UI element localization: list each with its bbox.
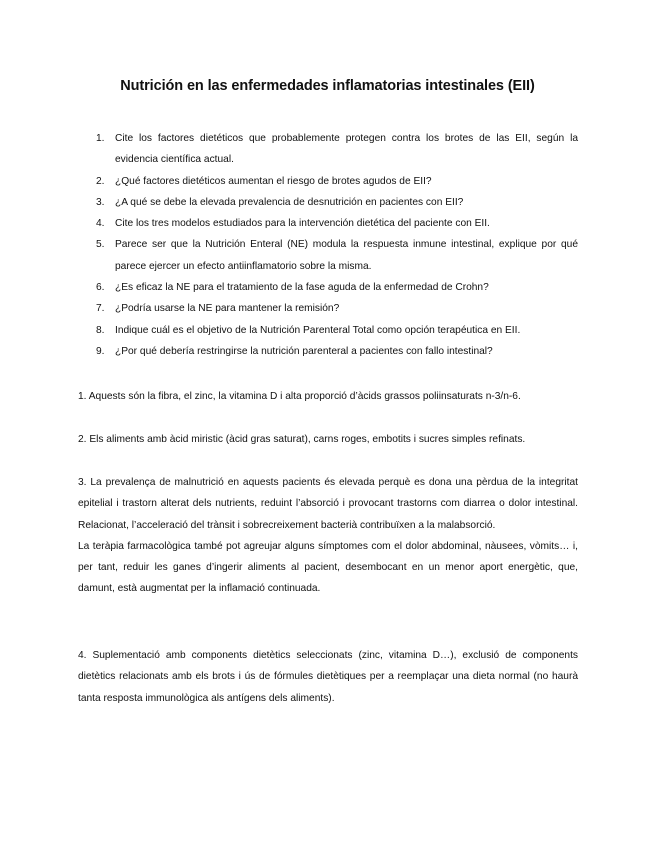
question-item xyxy=(96,171,578,192)
answer-paragraph: 4. Suplementació amb components dietètics seleccionats (zinc, vitamina D…), exclusió de components dietètics relacionats amb els brots i ús de fórmules dietètiques per a reemplaçar una dieta normal (no haurà tanta resposta immunològica als antígens dels aliments). xyxy=(78,650,578,704)
question-number: 5. xyxy=(96,239,105,251)
question-number: 4. xyxy=(96,218,105,230)
answer-paragraph: 1. Aquests són la fibra, el zinc, la vitamina D i alta proporció d’àcids grassos poliinsaturats n-3/n-6. xyxy=(78,391,521,402)
question-item xyxy=(96,213,578,234)
question-text: Indique cuál es el objetivo de la Nutrición Parenteral Total como opción terapéutica en EII. xyxy=(115,324,521,336)
question-text: Parece ser que la Nutrición Enteral (NE) modula la respuesta inmune intestinal, explique por qué parece ejercer un efecto antiinflamatorio sobre la misma. xyxy=(115,239,578,272)
question-number: 9. xyxy=(96,345,105,357)
question-item xyxy=(96,298,578,319)
question-text: Cite los tres modelos estudiados para la intervención dietética del paciente con EII. xyxy=(115,218,490,230)
answer-4 xyxy=(78,645,578,709)
question-number: 7. xyxy=(96,303,105,315)
question-item xyxy=(96,234,578,277)
question-item xyxy=(96,320,578,341)
answer-paragraph: 2. Els aliments amb àcid miristic (àcid gras saturat), carns roges, embotits i sucres simples refinats. xyxy=(78,434,526,445)
answer-paragraph: 3. La prevalença de malnutrició en aquests pacients és elevada perquè es dona una pèrdua de la integritat epitelial i trastorn alterat dels nutrients, reduint l’absorció i provocant trastorns com diarrea o dolor intestinal. Relacionat, l’acceleració del trànsit i sobrecreixement bacterià contribuïxen a la malabsorció. xyxy=(78,477,578,531)
question-item xyxy=(96,128,578,171)
answer-2 xyxy=(78,429,578,450)
document-title: Nutrición en las enfermedades inflamatorias intestinales (EII) xyxy=(120,78,535,94)
question-item xyxy=(96,277,578,298)
question-text: ¿Es eficaz la NE para el tratamiento de la fase aguda de la enfermedad de Crohn? xyxy=(115,282,489,294)
question-text: ¿Podría usarse la NE para mantener la remisión? xyxy=(115,303,340,315)
question-number: 3. xyxy=(96,196,105,208)
question-list xyxy=(96,128,578,362)
question-text: ¿A qué se debe la elevada prevalencia de desnutrición en pacientes con EII? xyxy=(115,196,464,208)
question-number: 2. xyxy=(96,175,105,187)
question-text: ¿Qué factores dietéticos aumentan el riesgo de brotes agudos de EII? xyxy=(115,175,432,187)
answer-1 xyxy=(78,386,578,407)
question-number: 6. xyxy=(96,282,105,294)
question-item xyxy=(96,192,578,213)
question-number: 8. xyxy=(96,324,105,336)
question-item xyxy=(96,341,578,362)
question-text: Cite los factores dietéticos que probablemente protegen contra los brotes de las EII, según la evidencia científica actual. xyxy=(115,133,578,166)
answer-3 xyxy=(78,472,578,600)
question-number: 1. xyxy=(96,133,105,144)
question-text: ¿Por qué debería restringirse la nutrición parenteral a pacientes con fallo intestinal? xyxy=(115,345,493,357)
answer-paragraph: La teràpia farmacològica també pot agreujar alguns símptomes com el dolor abdominal, nàusees, vòmits… i, per tant, reduir les ganes d’ingerir aliments al pacient, desembocant en un menor aport energètic, que, damunt, està augmentat per la inflamació continuada. xyxy=(78,540,578,595)
